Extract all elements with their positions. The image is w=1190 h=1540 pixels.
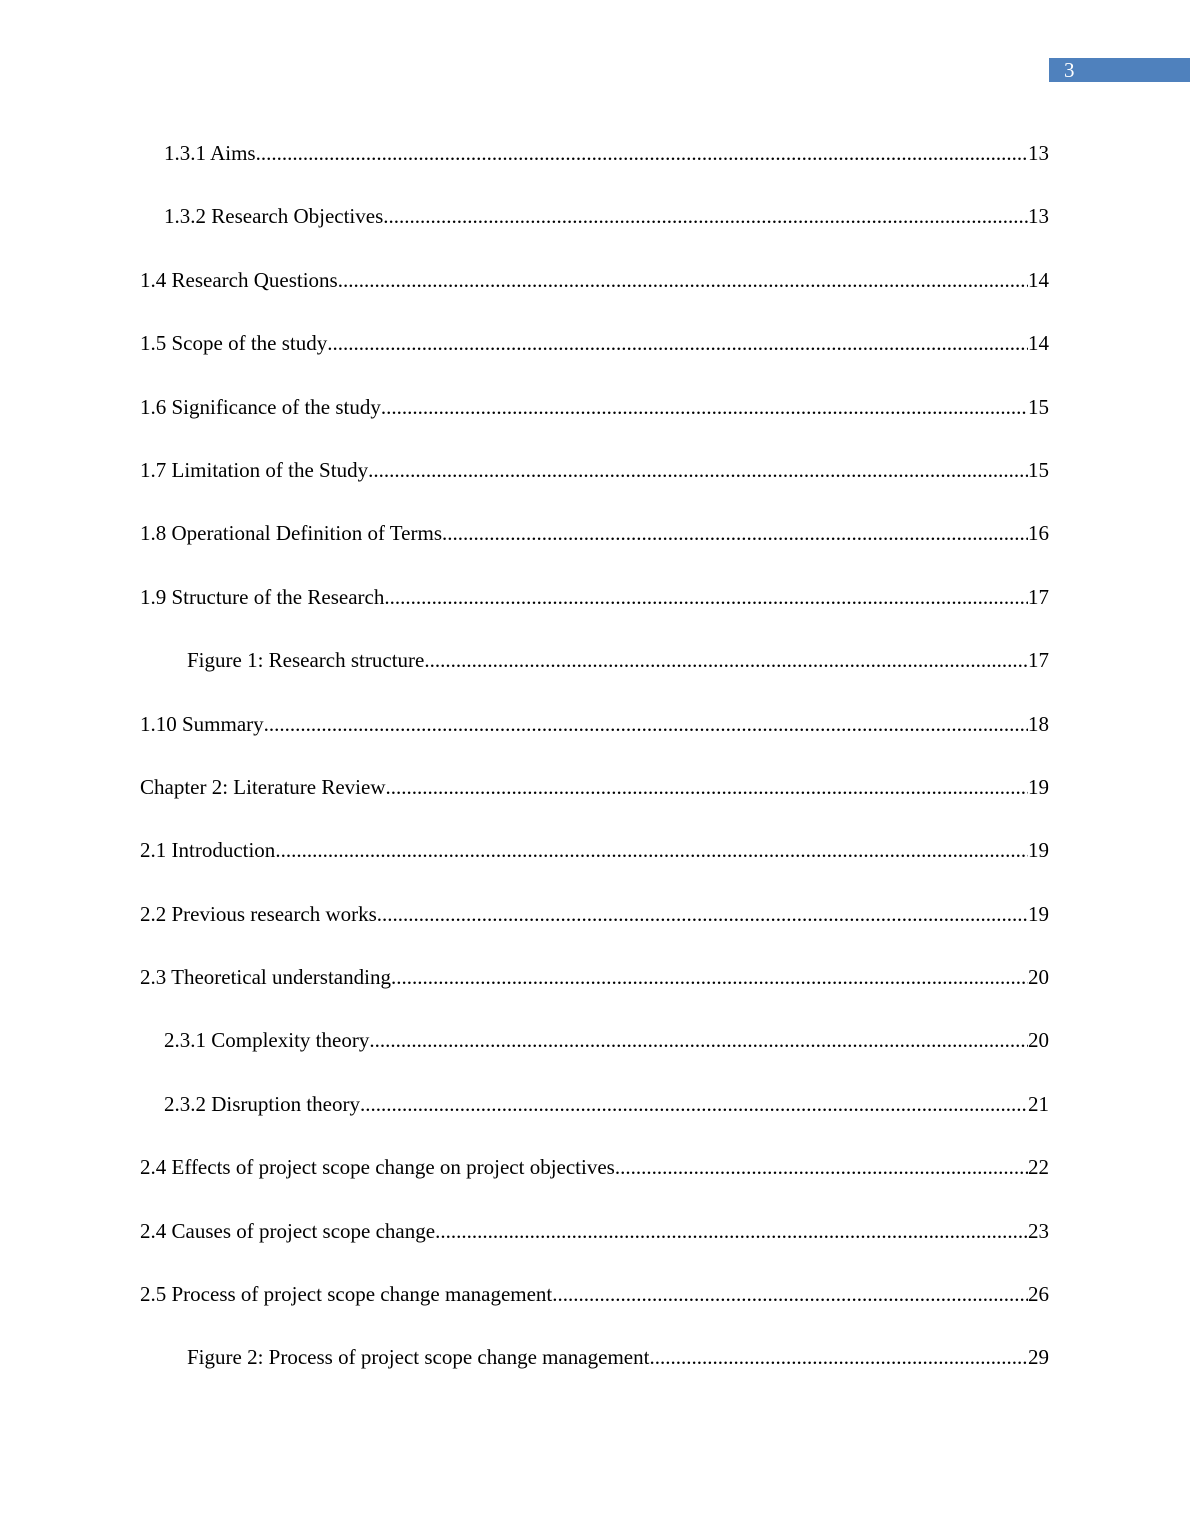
toc-entry-title: 2.5 Process of project scope change management bbox=[140, 1282, 553, 1307]
toc-dot-leader bbox=[368, 454, 1028, 486]
toc-dot-leader bbox=[369, 1024, 1028, 1056]
toc-entry-title: 1.7 Limitation of the Study bbox=[140, 457, 369, 482]
toc-entry-page: 26 bbox=[1028, 1282, 1049, 1307]
toc-dot-leader bbox=[381, 391, 1028, 423]
toc-dot-leader bbox=[327, 327, 1028, 359]
toc-dot-leader bbox=[384, 581, 1028, 613]
toc-entry-page: 15 bbox=[1028, 457, 1049, 482]
toc-entry-title: Figure 2: Process of project scope change management bbox=[187, 1345, 650, 1370]
toc-entry-title: 2.4 Causes of project scope change bbox=[140, 1218, 436, 1243]
toc-entry-title: 1.9 Structure of the Research bbox=[140, 584, 385, 609]
toc-dot-leader bbox=[256, 137, 1028, 169]
toc-entry-page: 19 bbox=[1028, 901, 1049, 926]
toc-entry-title: 1.5 Scope of the study bbox=[140, 331, 328, 356]
toc-dot-leader bbox=[377, 898, 1028, 930]
toc-entry-title: Figure 1: Research structure bbox=[187, 648, 425, 673]
toc-entry-page: 17 bbox=[1028, 648, 1049, 673]
toc-dot-leader bbox=[360, 1088, 1028, 1120]
toc-entry-page: 16 bbox=[1028, 521, 1049, 546]
toc-entry[interactable] bbox=[140, 1088, 1049, 1151]
toc-dot-leader bbox=[386, 771, 1029, 803]
toc-dot-leader bbox=[391, 961, 1028, 993]
toc-entry[interactable] bbox=[140, 517, 1049, 580]
toc-entry[interactable] bbox=[140, 898, 1049, 961]
toc-entry[interactable] bbox=[140, 708, 1049, 771]
page-number: 3 bbox=[1049, 58, 1190, 82]
toc-entry-title: 2.3 Theoretical understanding bbox=[140, 965, 391, 990]
toc-entry-title: 2.3.1 Complexity theory bbox=[164, 1028, 370, 1053]
toc-entry-title: 1.4 Research Questions bbox=[140, 267, 338, 292]
toc-entry[interactable] bbox=[140, 200, 1049, 263]
toc-entry[interactable] bbox=[140, 1151, 1049, 1214]
toc-dot-leader bbox=[615, 1151, 1028, 1183]
toc-entry-page: 20 bbox=[1028, 965, 1049, 990]
toc-entry-page: 13 bbox=[1028, 141, 1049, 165]
toc-entry-page: 20 bbox=[1028, 1028, 1049, 1053]
toc-dot-leader bbox=[338, 264, 1028, 296]
toc-entry-page: 17 bbox=[1028, 584, 1049, 609]
toc-dot-leader bbox=[424, 644, 1028, 676]
toc-entry[interactable] bbox=[140, 961, 1049, 1024]
toc-entry-title: 2.3.2 Disruption theory bbox=[164, 1091, 360, 1116]
toc-entry-title: 1.10 Summary bbox=[140, 711, 264, 736]
toc-entry[interactable] bbox=[140, 391, 1049, 454]
toc-entry[interactable] bbox=[140, 1024, 1049, 1087]
toc-dot-leader bbox=[383, 200, 1028, 232]
toc-entry-title: 1.8 Operational Definition of Terms bbox=[140, 521, 442, 546]
toc-dot-leader bbox=[649, 1341, 1028, 1373]
toc-entry-page: 14 bbox=[1028, 267, 1049, 292]
toc-entry[interactable] bbox=[140, 264, 1049, 327]
toc-entry-page: 19 bbox=[1028, 838, 1049, 863]
toc-entry[interactable] bbox=[140, 454, 1049, 517]
toc-entry-page: 14 bbox=[1028, 331, 1049, 356]
toc-entry-page: 13 bbox=[1028, 204, 1049, 229]
toc-entry-title: Chapter 2: Literature Review bbox=[140, 774, 386, 799]
toc-entry-page: 23 bbox=[1028, 1218, 1049, 1243]
toc-dot-leader bbox=[442, 517, 1028, 549]
toc-dot-leader bbox=[435, 1215, 1028, 1247]
toc-entry-page: 19 bbox=[1028, 774, 1049, 799]
toc-entry-page: 22 bbox=[1028, 1155, 1049, 1180]
toc-entry-title: 1.6 Significance of the study bbox=[140, 394, 381, 419]
toc-entry[interactable] bbox=[140, 137, 1049, 200]
toc-entry-page: 29 bbox=[1028, 1345, 1049, 1370]
toc-entry[interactable] bbox=[140, 1278, 1049, 1341]
toc-dot-leader bbox=[264, 708, 1028, 740]
toc-entry-page: 21 bbox=[1028, 1091, 1049, 1116]
toc-entry-title: 2.4 Effects of project scope change on project objectives bbox=[140, 1155, 615, 1180]
toc-dot-leader bbox=[275, 834, 1028, 866]
toc-entry[interactable] bbox=[140, 327, 1049, 390]
toc-entry-title: 1.3.1 Aims bbox=[164, 141, 256, 165]
toc-entry[interactable] bbox=[140, 771, 1049, 834]
toc-entry-title: 1.3.2 Research Objectives bbox=[164, 204, 384, 229]
table-of-contents bbox=[140, 137, 1049, 1405]
toc-entry-title: 2.2 Previous research works bbox=[140, 901, 377, 926]
toc-entry[interactable] bbox=[140, 1215, 1049, 1278]
toc-dot-leader bbox=[552, 1278, 1028, 1310]
toc-entry-page: 18 bbox=[1028, 711, 1049, 736]
toc-entry[interactable] bbox=[140, 1341, 1049, 1404]
toc-entry-title: 2.1 Introduction bbox=[140, 838, 276, 863]
toc-entry[interactable] bbox=[140, 834, 1049, 897]
toc-entry[interactable] bbox=[140, 581, 1049, 644]
toc-entry[interactable] bbox=[140, 644, 1049, 707]
toc-entry-page: 15 bbox=[1028, 394, 1049, 419]
